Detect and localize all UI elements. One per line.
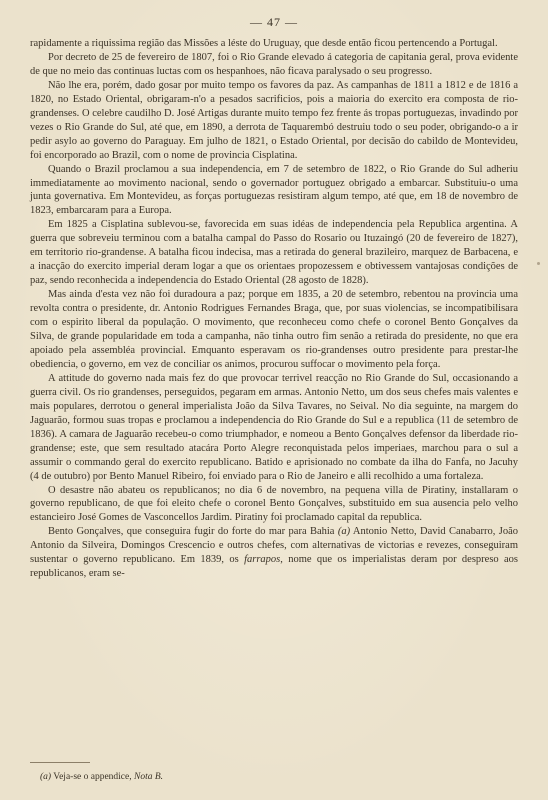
paragraph-text: Bento Gonçalves, que conseguira fugir do forte do mar para Bahia <box>48 526 338 538</box>
footnote-divider <box>30 762 90 763</box>
paragraph-last <box>30 525 518 581</box>
page-number: — 47 — <box>250 15 298 29</box>
footnote-reference[interactable]: (a) <box>337 526 351 538</box>
paragraph: rapidamente a riquissima região das Missões a léste do Uruguay, que desde então ficou pertencendo a Portugal. <box>30 38 498 49</box>
footnote <box>40 771 163 783</box>
italic-term: farrapos <box>244 554 281 566</box>
paragraph: Mas ainda d'esta vez não foi duradoura a paz; porque em 1835, a 20 de setembro, rebentou na provincia uma revolta contra o presidente, dr. Antonio Rodrigues Fernandes Braga, que, por suas violencias, se incompatibilisara com o espirito liberal da população. O movimento, que reconheceu como chefe o coronel Bento Gonçalves da Silva, de grande popularidade em toda a campanha, não tinha outro fim senão a retirada do presidente, no que era apoiado pela assembléa provincial. Emquanto esperavam os rio-grandenses outro presidente para prestar-lhe obediencia, o governo, em vez de conciliar os animos, procurou suffocar o movimento pela força. <box>30 289 518 370</box>
paper-speck <box>537 262 540 265</box>
paragraph: Não lhe era, porém, dado gosar por muito tempo os favores da paz. As campanhas de 1811 a 1812 e de 1816 a 1820, no Estado Oriental, obrigaram-n'o a pesados sacrificios, pois a maioria do exercito era composta de rio-grandenses. O celebre caudilho D. José Artigas durante muito tempo fez frente ás tropas portuguezas, invadindo por vezes o Rio Grande do Sul, até que, em 1890, a derrota de Taquarembó destruiu todo o seu poder, obrigando-o a ir pedir asylo ao governo do Paraguay. Em julho de 1821, o Estado Oriental, por decisão do cabildo de Montevideu, foi encorporado ao Brazil, com o nome de provincia Cisplatina. <box>30 79 518 161</box>
body-text <box>30 37 518 581</box>
paragraph: Quando o Brazil proclamou a sua independencia, em 7 de setembro de 1822, o Rio Grande do Sul adheriu immediatamente ao movimento nacional, sendo o governador portuguez obrigado a embarcar. Substituiu-o uma junta governativa. Em Montevideu, as forças portuguezas resistiram algum tempo, até que, em 18 de novembro de 1823, embarcaram para a Europa. <box>30 163 518 217</box>
paragraph: A attitude do governo nada mais fez do que provocar terrivel reacção no Rio Grande do Sul, occasionando a guerra civil. Os rio grandenses, perseguidos, pegaram em armas. Antonio Netto, um dos seus chefes mais valentes e mais populares, derrotou o general imperialista João da Silva Tavares, no Seival. No dia seguinte, na margem do Jaguarão, formou suas tropas e proclamou a independencia do Rio Grande do Sul e a republica (11 de setembro de 1836). A camara de Jaguarão recebeu-o como triumphador, e nomeou a Bento Gonçalves defensor da liberdade rio-grandense; este, que sem resultado atacára Porto Alegre reconquistada pelos imperiaes, marchou para o sul a assumir o commando geral do exercito republicano. Batido e aprisionado no combate da ilha do Fanfa, no Jacuhy (4 de outubro) por Bento Manuel Ribeiro, foi enviado para o Rio de Janeiro e alli recolhido a uma fortaleza. <box>30 372 518 482</box>
paragraph-text: Antonio Netto, David Canabarro, João Antonio da Silveira, Domingos Crescencio e outros chefes, com alternativas de victorias e revezes, conseguiram sustentar o governo republicano. Em 1839, os <box>30 526 518 566</box>
footnote-text: Veja-se o appendice, <box>51 772 134 782</box>
paragraph: Por decreto de 25 de fevereiro de 1807, foi o Rio Grande elevado á categoria de capitania geral, prova evidente de que no meio das continuas luctas com os hespanhoes, não ficava paralysado o seu progresso. <box>30 51 518 77</box>
footnote-marker: (a) <box>40 772 52 782</box>
paragraph: Em 1825 a Cisplatina sublevou-se, favorecida em suas idéas de independencia pela Republica argentina. A guerra que sobreveiu terminou com a batalha campal do Passo do Rosario ou Ituzaingó (20 de fevereiro de 1827), em territorio rio-grandense. A batalha ficou indecisa, mas a retirada do general brazileiro, marquez de Barbacena, e a inacção do exercito imperial deram logar a que os orientaes propozessem e obtivessem vantajosas condições de paz, sendo reconhecida a independencia do Estado Oriental (28 agosto de 1828). <box>30 219 518 287</box>
paragraph: O desastre não abateu os republicanos; no dia 6 de novembro, na pequena villa de Piratiny, installaram o governo republicano, de que foi eleito chefe o coronel Bento Gonçalves, substituido em sua ausencia pelo velho estancieiro José Gomes de Vasconcellos Jardim. Piratiny foi proclamado capital da republica. <box>30 484 518 524</box>
paragraph-text: , nome que os imperialistas deram por despreso aos republicanos, eram se- <box>30 554 518 580</box>
footnote-source: Nota B. <box>134 772 164 782</box>
